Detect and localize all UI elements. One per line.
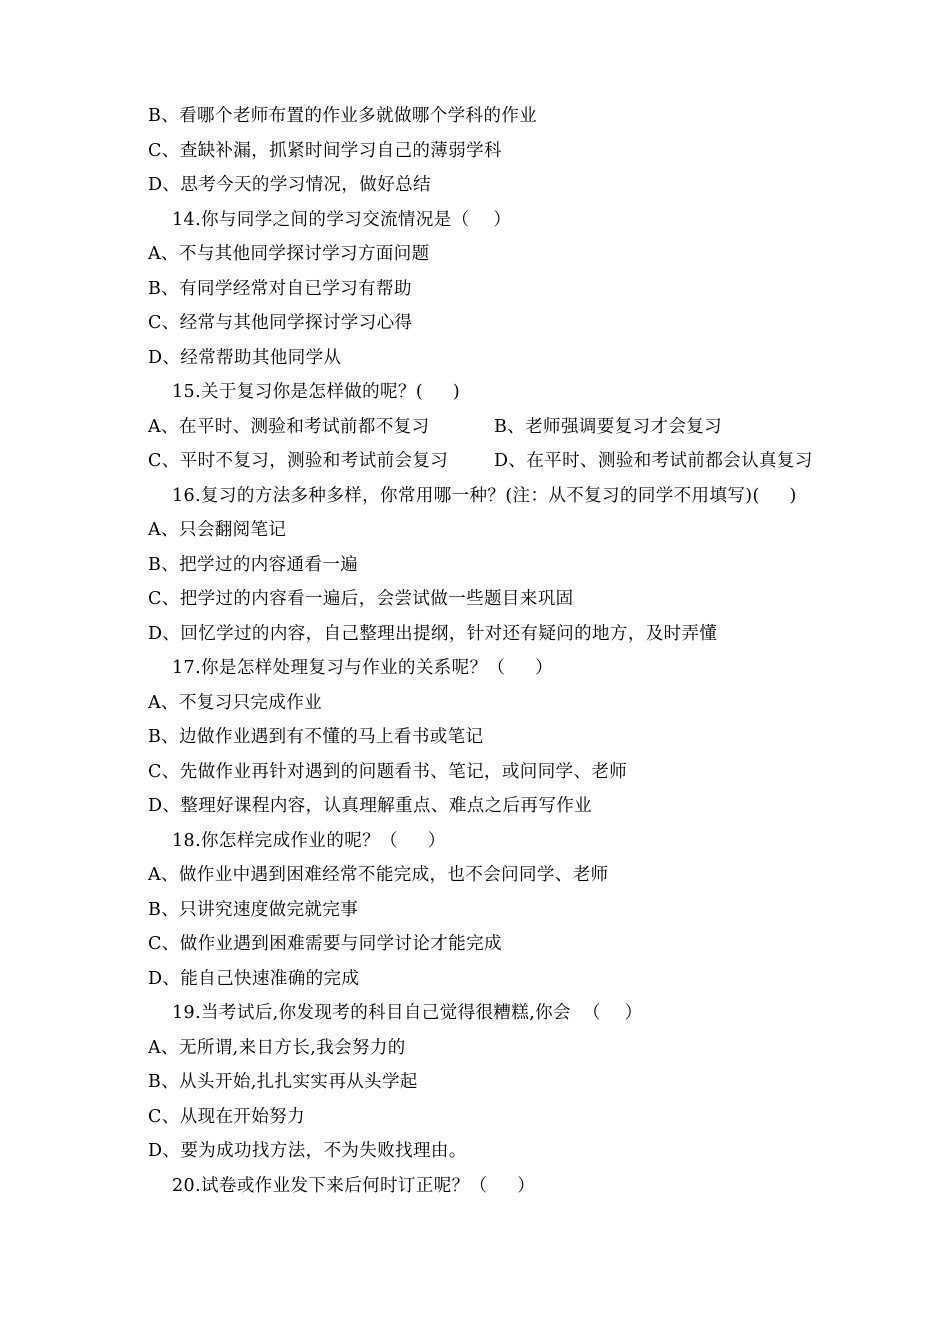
option-19-c: C、从现在开始努力 <box>148 1107 305 1127</box>
option-16-d: D、回忆学过的内容，自己整理出提纲，针对还有疑问的地方，及时弄懂 <box>148 624 718 644</box>
option-19-b: B、从头开始,扎扎实实再从头学起 <box>148 1072 418 1092</box>
option-18-d: D、能自己快速准确的完成 <box>148 969 360 989</box>
question-20: 20.试卷或作业发下来后何时订正呢？（ ） <box>172 1176 536 1196</box>
option-17-a: A、不复习只完成作业 <box>148 693 323 713</box>
option-16-c: C、把学过的内容看一遍后，会尝试做一些题目来巩固 <box>148 589 574 609</box>
question-14: 14.你与同学之间的学习交流情况是（ ） <box>172 210 512 230</box>
option-19-a: A、无所谓,来日方长,我会努力的 <box>148 1038 406 1058</box>
question-18: 18.你怎样完成作业的呢？（ ） <box>172 831 446 851</box>
option-14-c: C、经常与其他同学探讨学习心得 <box>148 313 413 333</box>
option-14-d: D、经常帮助其他同学从 <box>148 348 342 368</box>
option-17-b: B、边做作业遇到有不懂的马上看书或笔记 <box>148 727 484 747</box>
option-15-a: A、在平时、测验和考试前都不复习 <box>148 417 430 437</box>
option-18-c: C、做作业遇到困难需要与同学讨论才能完成 <box>148 934 502 954</box>
option-17-c: C、先做作业再针对遇到的问题看书、笔记，或问同学、老师 <box>148 762 628 782</box>
option-15-b: B、老师强调要复习才会复习 <box>494 417 723 437</box>
option-17-d: D、整理好课程内容，认真理解重点、难点之后再写作业 <box>148 796 593 816</box>
question-16: 16.复习的方法多种多样，你常用哪一种？(注：从不复习的同学不用填写)( ) <box>172 486 797 506</box>
question-17: 17.你是怎样处理复习与作业的关系呢？（ ） <box>172 658 554 678</box>
option-15-d: D、在平时、测验和考试前都会认真复习 <box>494 451 813 471</box>
option-15-c: C、平时不复习，测验和考试前会复习 <box>148 451 449 471</box>
option-14-a: A、不与其他同学探讨学习方面问题 <box>148 244 430 264</box>
option-13-b: B、看哪个老师布置的作业多就做哪个学科的作业 <box>148 106 538 126</box>
option-13-d: D、思考今天的学习情况，做好总结 <box>148 175 431 195</box>
question-19: 19.当考试后,你发现考的科目自己觉得很糟糕,你会 （ ） <box>172 1003 643 1023</box>
option-18-a: A、做作业中遇到困难经常不能完成，也不会问同学、老师 <box>148 865 609 885</box>
option-16-b: B、把学过的内容通看一遍 <box>148 555 359 575</box>
option-16-a: A、只会翻阅笔记 <box>148 520 287 540</box>
option-14-b: B、有同学经常对自已学习有帮助 <box>148 279 412 299</box>
question-15: 15.关于复习你是怎样做的呢？( ) <box>172 382 461 402</box>
option-13-c: C、查缺补漏，抓紧时间学习自己的薄弱学科 <box>148 141 502 161</box>
option-19-d: D、要为成功找方法，不为失败找理由。 <box>148 1141 467 1161</box>
option-18-b: B、只讲究速度做完就完事 <box>148 900 359 920</box>
